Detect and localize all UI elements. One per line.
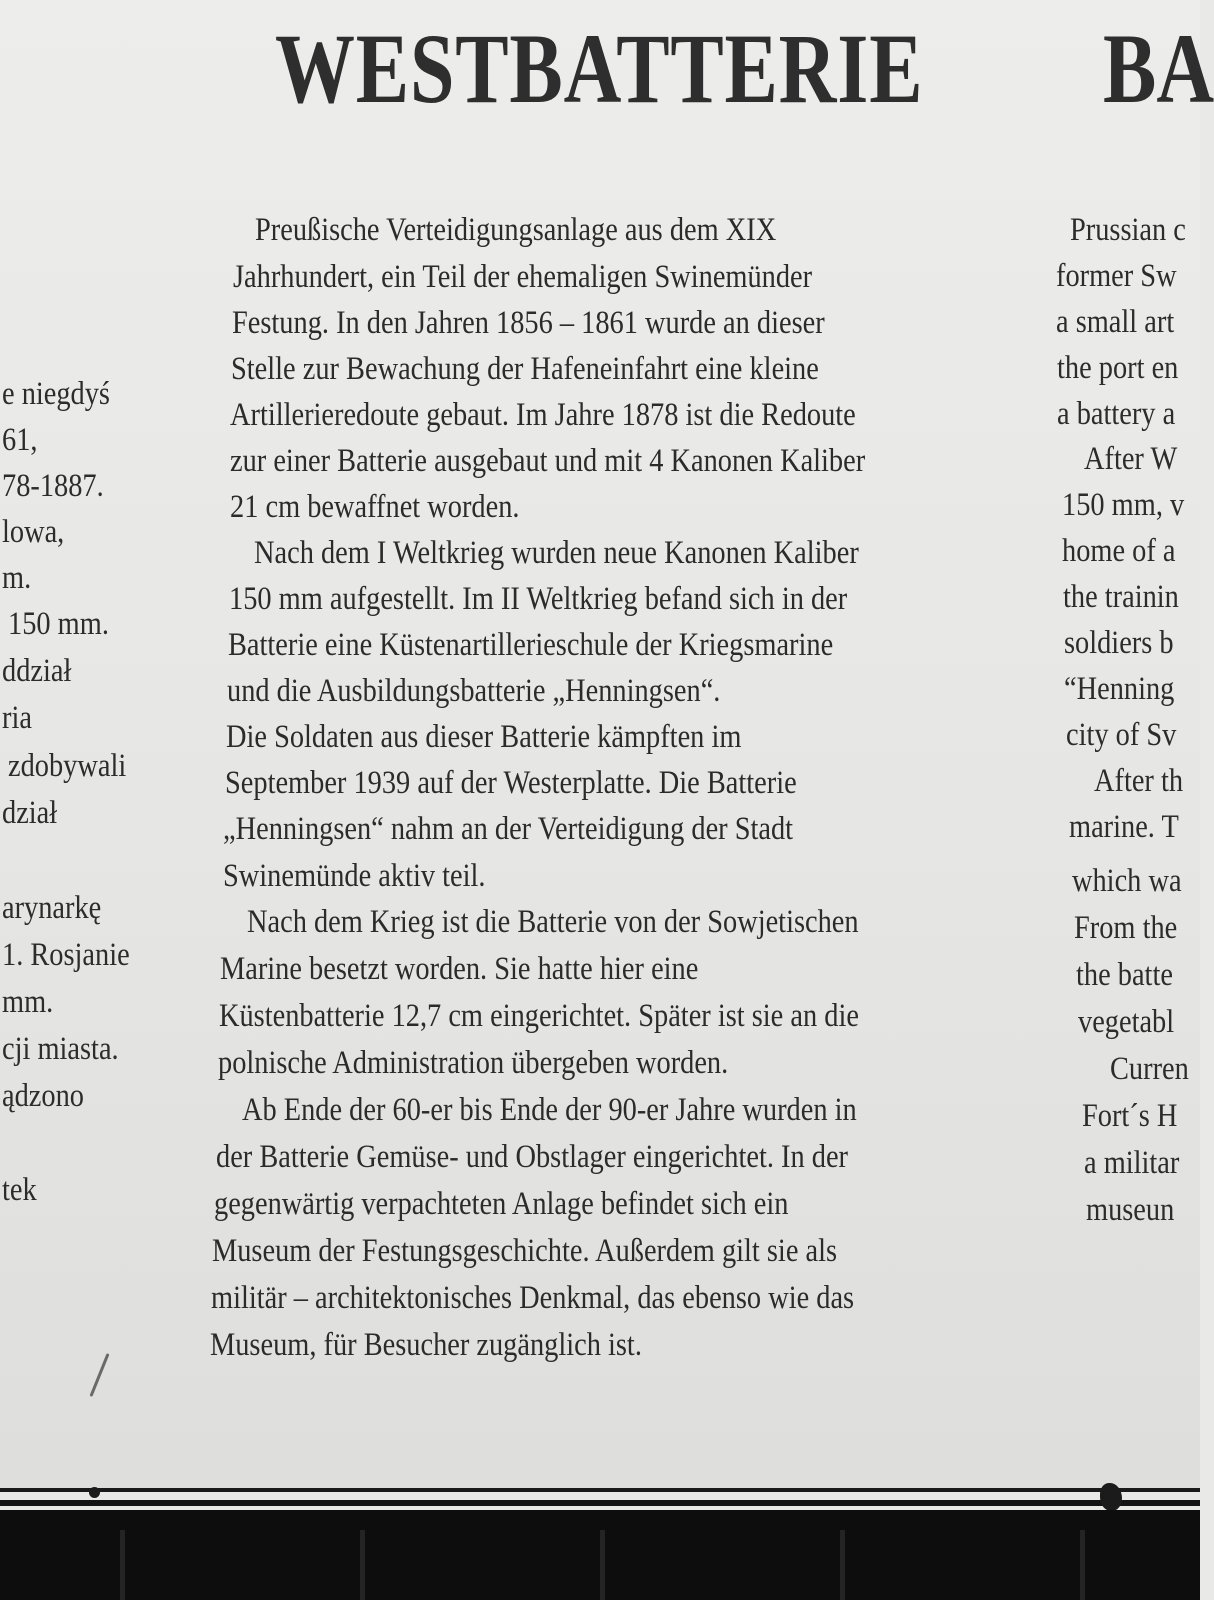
text-line: 1. Rosjanie [2, 937, 130, 973]
text-line: Artillerieredoute gebaut. Im Jahre 1878 ist die Redoute [230, 397, 856, 433]
text-line: a battery a [1057, 396, 1176, 432]
frame-slat [1080, 1530, 1085, 1600]
clip [1100, 1483, 1122, 1511]
text-line: September 1939 auf der Westerplatte. Die Batterie [225, 765, 797, 801]
text-line: mm. [2, 984, 54, 1020]
text-line: vegetabl [1078, 1004, 1175, 1040]
text-line: „Henningsen“ nahm an der Verteidigung der Stadt [223, 811, 794, 847]
text-line: Fort´s H [1082, 1098, 1178, 1134]
text-line: ria [2, 700, 32, 736]
text-line: Curren [1110, 1051, 1189, 1087]
text-line: Museum, für Besucher zugänglich ist. [210, 1327, 642, 1363]
frame-slat [120, 1530, 125, 1600]
text-line: a militar [1084, 1145, 1180, 1181]
text-line: home of a [1062, 533, 1176, 569]
frame-slat [600, 1530, 605, 1600]
text-line: m. [2, 560, 32, 596]
text-line: Küstenbatterie 12,7 cm eingerichtet. Später ist sie an die [219, 998, 859, 1034]
text-line: soldiers b [1064, 625, 1174, 661]
text-line: Die Soldaten aus dieser Batterie kämpften im [226, 719, 742, 755]
text-line: Museum der Festungsgeschichte. Außerdem gilt sie als [212, 1233, 838, 1269]
text-line: gegenwärtig verpachteten Anlage befindet sich ein [214, 1186, 789, 1222]
text-line: Stelle zur Bewachung der Hafeneinfahrt eine kleine [231, 351, 819, 387]
frame-rule [0, 1488, 1200, 1492]
text-line: arynarkę [2, 890, 102, 926]
text-line: e niegdyś [2, 376, 110, 412]
text-line: Nach dem I Weltkrieg wurden neue Kanonen Kaliber [254, 535, 859, 571]
text-line: former Sw [1056, 258, 1177, 294]
text-line: und die Ausbildungsbatterie „Henningsen“. [227, 673, 721, 709]
text-line: museun [1086, 1192, 1175, 1228]
text-line: the batte [1076, 957, 1173, 993]
text-line: polnische Administration übergeben worden. [218, 1045, 729, 1081]
text-line: city of Sv [1066, 717, 1177, 753]
text-line: Preußische Verteidigungsanlage aus dem XIX [255, 212, 777, 248]
frame-slat [360, 1530, 365, 1600]
text-line: lowa, [2, 514, 65, 550]
text-line: Ab Ende der 60-er bis Ende der 90-er Jahre wurden in [242, 1092, 857, 1128]
frame-slat [840, 1530, 845, 1600]
text-line: zur einer Batterie ausgebaut und mit 4 Kanonen Kaliber [230, 443, 866, 479]
text-line: Nach dem Krieg ist die Batterie von der Sowjetischen [247, 904, 859, 940]
text-line: the port en [1057, 350, 1179, 386]
text-line: ądzono [2, 1078, 84, 1114]
text-line: ddział [2, 653, 72, 689]
text-line: marine. T [1069, 809, 1179, 845]
text-line: Marine besetzt worden. Sie hatte hier eine [220, 951, 699, 987]
text-line: 21 cm bewaffnet worden. [230, 489, 520, 525]
adjacent-panel-title-fragment: BA [1103, 13, 1214, 124]
text-line: 150 mm aufgestellt. Im II Weltkrieg befand sich in der [229, 581, 848, 617]
text-line: der Batterie Gemüse- und Obstlager eingerichtet. In der [216, 1139, 849, 1175]
surface-scratch [89, 1353, 109, 1397]
text-line: cji miasta. [2, 1031, 119, 1067]
text-line: zdobywali [8, 748, 127, 784]
text-line: “Henning [1064, 671, 1175, 707]
text-line: Prussian c [1070, 212, 1186, 248]
text-line: After W [1084, 441, 1178, 477]
text-line: From the [1074, 910, 1178, 946]
text-line: tek [2, 1172, 37, 1208]
text-line: a small art [1056, 304, 1175, 340]
board-title: WESTBATTERIE [275, 13, 924, 124]
text-line: Jahrhundert, ein Teil der ehemaligen Swinemünder [233, 259, 813, 295]
frame-rule [0, 1500, 1200, 1506]
text-line: 150 mm. [8, 606, 109, 642]
text-line: which wa [1072, 863, 1182, 899]
text-line: Swinemünde aktiv teil. [223, 858, 486, 894]
text-line: Festung. In den Jahren 1856 – 1861 wurde an dieser [232, 305, 825, 341]
text-line: 150 mm, v [1062, 487, 1185, 523]
text-line: the trainin [1063, 579, 1179, 615]
text-line: Batterie eine Küstenartillerieschule der Kriegsmarine [228, 627, 834, 663]
text-line: 78-1887. [2, 468, 104, 504]
text-line: 61, [2, 422, 38, 458]
rivet [89, 1487, 100, 1498]
text-line: After th [1094, 763, 1184, 799]
text-line: militär – architektonisches Denkmal, das ebenso wie das [211, 1280, 855, 1316]
text-line: dział [2, 795, 58, 831]
